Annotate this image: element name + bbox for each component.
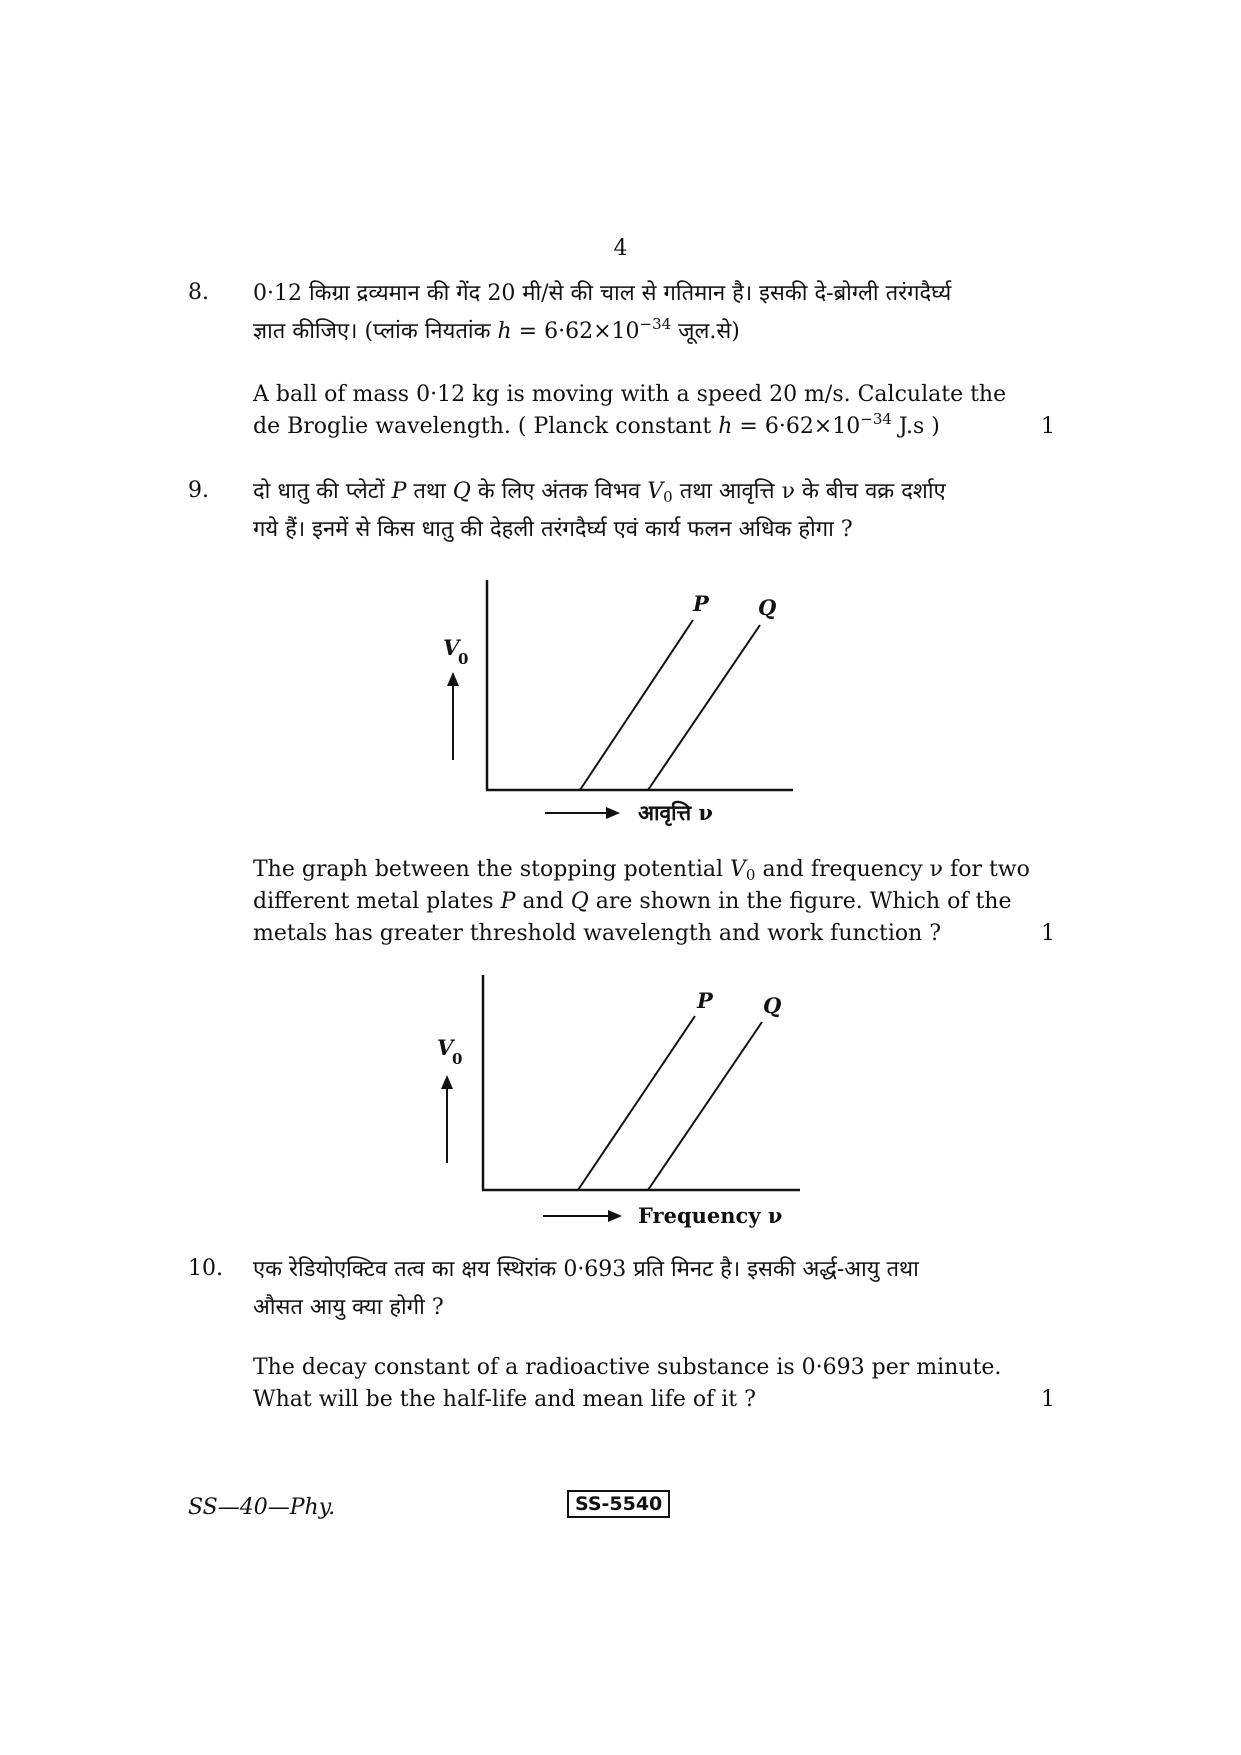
graph-english-x-arrowhead — [608, 1210, 622, 1222]
q10-english-line-2: What will be the half-life and mean life of it ? 1 — [253, 1384, 1055, 1416]
q10-english-line-1: The decay constant of a radioactive substance is 0·693 per minute. — [253, 1355, 1002, 1380]
graph-english-line-q — [648, 1022, 762, 1190]
graph-hindi-y-label-sub: 0 — [458, 650, 469, 668]
q10-hindi-line-2: औसत आयु क्या होगी ? — [253, 1295, 444, 1320]
q9-english-line-2: different metal plates P and Q are shown in the figure. Which of the — [253, 889, 1012, 914]
question-10-english — [253, 1352, 1055, 1416]
graph-hindi-label-q: Q — [758, 595, 777, 620]
q10-hindi-line-1: एक रेडियोएक्टिव तत्व का क्षय स्थिरांक 0·693 प्रति मिनट है। इसकी अर्द्ध-आयु तथा — [253, 1257, 919, 1282]
q9-hindi-line-1: दो धातु की प्लेटों P तथा Q के लिए अंतक विभव $V_0$ तथा आवृत्ति ν के बीच वक्र दर्शाए — [253, 479, 946, 506]
q8-english-line-1: A ball of mass 0·12 kg is moving with a speed 20 m/s. Calculate the — [253, 382, 1007, 407]
q8-marks: 1 — [1041, 414, 1055, 439]
graph-english-y-arrowhead — [441, 1075, 453, 1089]
graph-hindi-y-label: V — [443, 635, 460, 660]
graph-english-x-label: Frequency ν — [638, 1203, 783, 1228]
graph-english-label-p: P — [697, 988, 713, 1013]
q9-english-line-1: The graph between the stopping potential $V_0$ and frequency ν for two — [253, 857, 1030, 884]
question-8-number: 8. — [188, 280, 209, 305]
q9-hindi-line-2: गये हैं। इनमें से किस धातु की देहली तरंगदैर्घ्य एवं कार्य फलन अधिक होगा ? — [253, 517, 853, 542]
graph-english-label-q: Q — [763, 993, 782, 1018]
q8-hindi-line-1: 0·12 किग्रा द्रव्यमान की गेंद 20 मी/से की चाल से गतिमान है। इसकी दे-ब्रोग्ली तरंगदैर्घ्य — [253, 281, 952, 306]
graph-english-y-label: V — [437, 1035, 454, 1060]
q9-english-line-3: metals has greater threshold wavelength and work function ? 1 — [253, 918, 1055, 950]
graph-hindi-label-p: P — [693, 591, 709, 616]
q8-hindi-line-2: ज्ञात कीजिए। (प्लांक नियतांक $h = 6\cdot 62\times 10^{-34}$ जूल.से) — [253, 315, 740, 344]
question-9-number: 9. — [188, 478, 209, 503]
footer-subject-code: SS—40—Phy. — [188, 1495, 336, 1520]
graph-english-y-label-sub: 0 — [452, 1050, 463, 1068]
question-10-hindi — [253, 1251, 1055, 1327]
page-number: 4 — [613, 236, 628, 261]
footer-paper-code: SS-5540 — [567, 1490, 670, 1518]
graph-hindi-x-label: आवृत्ति ν — [638, 800, 713, 825]
question-10-number: 10. — [188, 1256, 223, 1281]
graph-english-line-p — [578, 1016, 695, 1190]
q9-marks: 1 — [1041, 921, 1055, 946]
q10-marks: 1 — [1041, 1387, 1055, 1412]
q8-english-line-2: de Broglie wavelength. ( Planck constant $h = 6\cdot 62\times 10^{-34}$ J.s ) 1 — [253, 411, 1055, 443]
